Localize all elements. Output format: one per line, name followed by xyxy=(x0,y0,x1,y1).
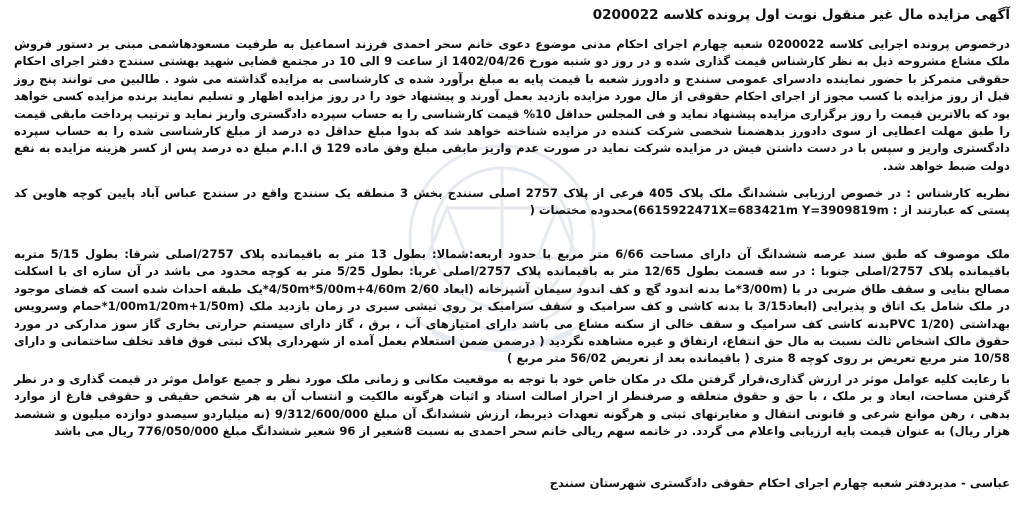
valuation-paragraph: با رعایت کلیه عوامل موثر در ارزش گذاری،قرار گرفتن ملک در مکان خاص خود با توجه به موقعیت مکانی و زمانی ملک مورد نظر و جمیع عوامل موثر در قیمت گذاری و در نظر گرفتن مساحت، ابعاد و بر ملک ، با حق و حقوق متعلقه و صرفنظر از احراز اصالت اسناد و اثبات هرگونه مالکیت و انتساب آن به هر شخص حقیقی و حقوقی فارغ از موارد بدهی ، رهن موانع شرعی و قانونی انتقال و مغایرتهای ثبتی و هرگونه تعهدات ذیربط، ارزش ششدانگ آن مبلغ 9/312/600/000 (نه میلیاردو سیصدو دوازده میلیون و ششصد هزار ریال) به عنوان قیمت پایه ارزیابی واعلام می گردد. در خاتمه سهم ریالی خانم سحر احمدی به نسبت 8شعیر از 96 شعیر ششدانگ مبلغ 776/050/000 ریال می باشد xyxy=(14,372,1010,439)
signature-line: عباسی - مدیردفتر شعبه چهارم اجرای احکام حقوقی دادگستری شهرستان سنندج xyxy=(549,476,1010,490)
auction-terms-paragraph: درخصوص پرونده اجرایی کلاسه 0200022 شعبه چهارم اجرای احکام مدنی موضوع دعوی خانم سحر احمدی فرزند اسماعیل به طرفیت مسعودهاشمی مبنی بر دستور فروش ملک مشاع مشروحه ذیل به نظر کارشناس قیمت گذاری شده و در روز دو شنبه مورخ 1402/04/26 از ساعت 9 الی 10 در مجتمع قضایی شهید بهشتی سنندج دفتر اجرای احکام حقوقی متمرکز با حضور نماینده دادسرای عمومی سنندج و دادورز شعبه با قیمت پایه به مبلغ برآورد شده ی کارشناسی به مزایده گذاشته می شود . طالبین می توانند پنج روز قبل از روز مزایده با کسب مجوز از اجرای احکام حقوقی از مال مورد مزایده بازدید بعمل آورند و پیشنهاد خود را در روز مزایده اظهار و تسلیم نمایند برنده مزایده کسی خواهد بود که بالاترین قیمت را روز برگزاری مزایده پیشنهاد نماید و فی المجلس حداقل 10% قیمت کارشناسی را به حساب سپرده دادگستری واریز نماید و ترتیب پرداخت مابقی قیمت را طبق مهلت اعطایی از سوی دادورز بدهضمنا شخصی شرکت کننده در مزایده شناخته خواهد شد که بدوا مبلغ حداقل ده درصد از مبلغ کارشناسی شده را به حساب سپرده دادگستری واریز و سپس با در دست داشتن فیش در مزایده شرکت نماید در صورت عدم واریز مابقی مبلغ وفق ماده 129 ق ا.ا.م مبلغ ده درصد پس از کسر هزینه مزایده به نفع دولت ضبط خواهد شد. xyxy=(14,37,1010,173)
notice-title: آگهی مزایده مال غیر منقول نوبت اول پرونده کلاسه 0200022 xyxy=(592,7,1010,23)
property-description-paragraph: ملک موصوف که طبق سند عرصه ششدانگ آن دارای مساحت 6/66 متر مربع با حدود اربعه:شمالا: بطول 13 متر به باقیمانده پلاک 2757/اصلی شرقا: بطول 5/15 متربه باقیمانده پلاک 2757/اصلی جنوبا : در سه قسمت بطول 12/65 متر به باقیمانده پلاک 2757/اصلی غربا: بطول 5/25 متر به کوچه محدود می باشد در آن سازه ای با اسکلت مصالح بنایی و سقف طاق ضربی در با (3/00m*ما بدنه اندود گچ و کف اندود سیمان آشپزخانه (ابعاد 2/60 4/50m*5/00m+4/60m*یک طبقه احداث شده است که فضای موجود در ملک شامل یک اتاق و پذیرایی (ابعاد3/15 با بدنه کاشی و کف سرامیک و سقف سرامیک بر روی تیشی سیری در زمان بازدید ملک (1/00m1/20m+1/50m*حمام وسرویس بهداشتی (PVC 1/20بدنه کاشی کف سرامیک و سقف خالی از سکنه مشاع می باشد دارای امتیازهای آب ، برق ، گاز دارای سیستم حرارتی بخاری گاز سوز مدارکی در مورد حقوق مالک اشخاص ثالث نسبت به مال حق انتفاع، ارتفاق و غیره مشاهده نگردید ( درضمن ضمن استعلام بعمل آمده از شهرداری پلاک ثبتی فوق فاقد تخلف ساختمانی و دارای 10/58 متر مربع تعریض بر روی کوچه 8 متری ( باقیمانده بعد از تعریض 56/02 متر مربع ) xyxy=(14,247,1011,366)
expert-opinion-paragraph: نظریه کارشناس : در خصوص ارزیابی ششدانگ ملک پلاک 405 فرعی از پلاک 2757 اصلی سنندج بخش 3 منطقه یک سنندج واقع در سنندج عباس آباد پایین کوچه هاوین کد پستی که عبارتند از : 6615922471X=683421m Y=3909819m)محدوده مختصات ( xyxy=(14,186,1011,218)
